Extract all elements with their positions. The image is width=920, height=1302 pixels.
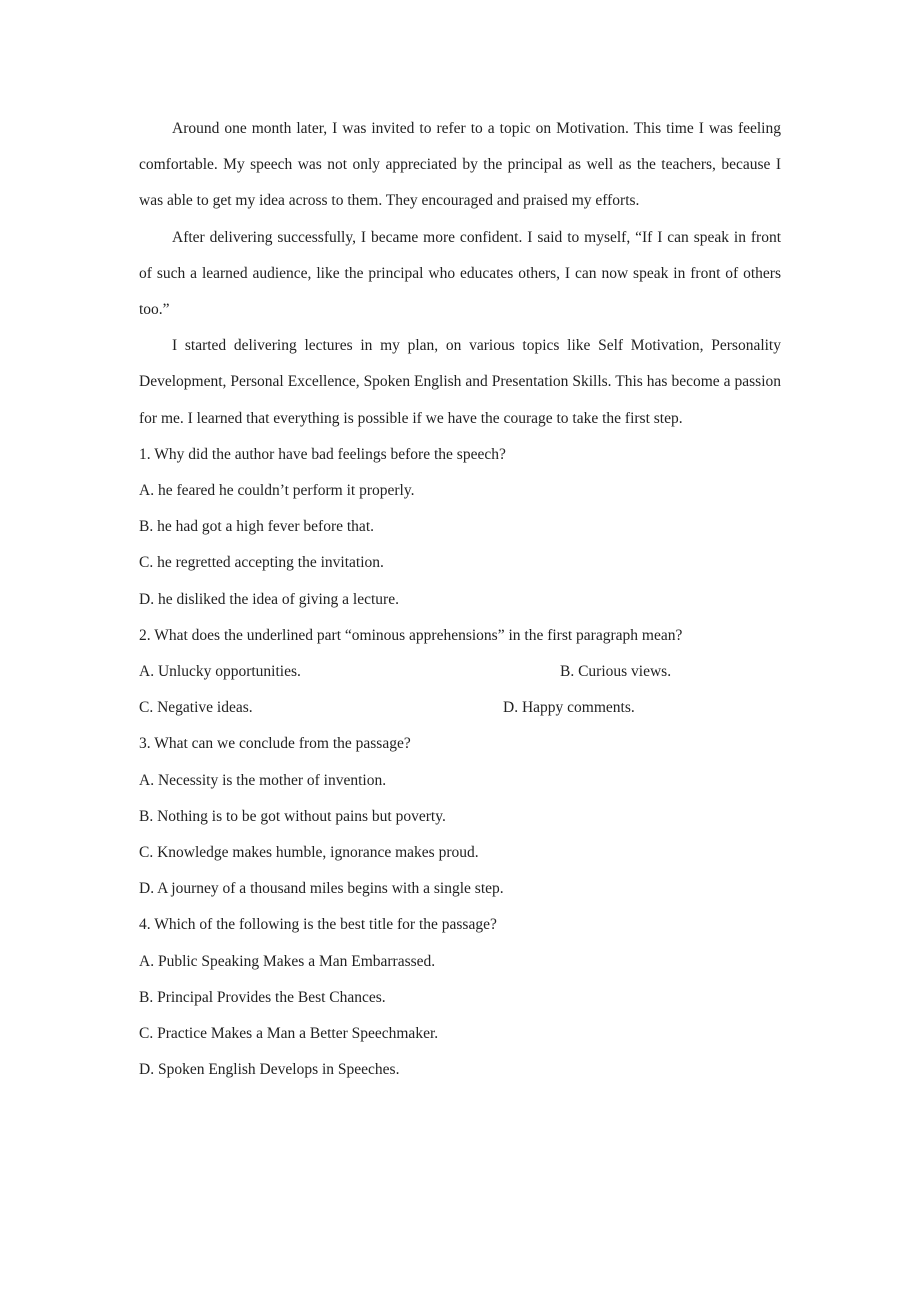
question-1-option-d: D. he disliked the idea of giving a lecture. [139,590,399,608]
question-2-options-row-2 [139,690,781,726]
question-2-option-a: A. Unlucky opportunities. [139,663,301,681]
question-4-option-a: A. Public Speaking Makes a Man Embarrassed. [139,952,436,970]
document-content [139,111,781,1088]
question-3-stem: 3. What can we conclude from the passage? [139,735,411,753]
question-1-option-c: C. he regretted accepting the invitation. [139,554,384,572]
question-2-options-row-1 [139,654,781,690]
passage-paragraph-2: After delivering successfully, I became more confident. I said to myself, “If I can speak in front of such a learned audience, like the principal who educates others, I can now speak in front of others too.” [139,228,781,319]
passage-paragraph-1: Around one month later, I was invited to refer to a topic on Motivation. This time I was feeling comfortable. My speech was not only appreciated by the principal as well as the teachers, because I was able to get my idea across to them. They encouraged and praised my efforts. [139,120,781,210]
question-2-option-d: D. Happy comments. [503,699,635,717]
passage-paragraph-3: I started delivering lectures in my plan, on various topics like Self Motivation, Personality Development, Personal Excellence, Spoken English and Presentation Skills. This has become a passion for me. I learned that everything is possible if we have the courage to take the first step. [139,337,781,427]
question-4-stem: 4. Which of the following is the best title for the passage? [139,916,497,934]
question-4-option-b: B. Principal Provides the Best Chances. [139,988,386,1006]
question-3-option-c: C. Knowledge makes humble, ignorance makes proud. [139,844,479,862]
question-1-option-a: A. he feared he couldn’t perform it properly. [139,482,415,500]
question-3-option-a: A. Necessity is the mother of invention. [139,771,387,789]
question-2-option-c: C. Negative ideas. [139,699,253,717]
question-3-option-d: D. A journey of a thousand miles begins with a single step. [139,880,504,898]
question-4-option-d: D. Spoken English Develops in Speeches. [139,1061,400,1079]
question-4-option-c: C. Practice Makes a Man a Better Speechmaker. [139,1025,439,1043]
question-3-option-b: B. Nothing is to be got without pains but poverty. [139,807,446,825]
question-2-option-b: B. Curious views. [560,663,672,681]
question-1-stem: 1. Why did the author have bad feelings before the speech? [139,445,506,463]
question-2-stem: 2. What does the underlined part “ominous apprehensions” in the first paragraph mean? [139,626,683,644]
question-1-option-b: B. he had got a high fever before that. [139,518,374,536]
